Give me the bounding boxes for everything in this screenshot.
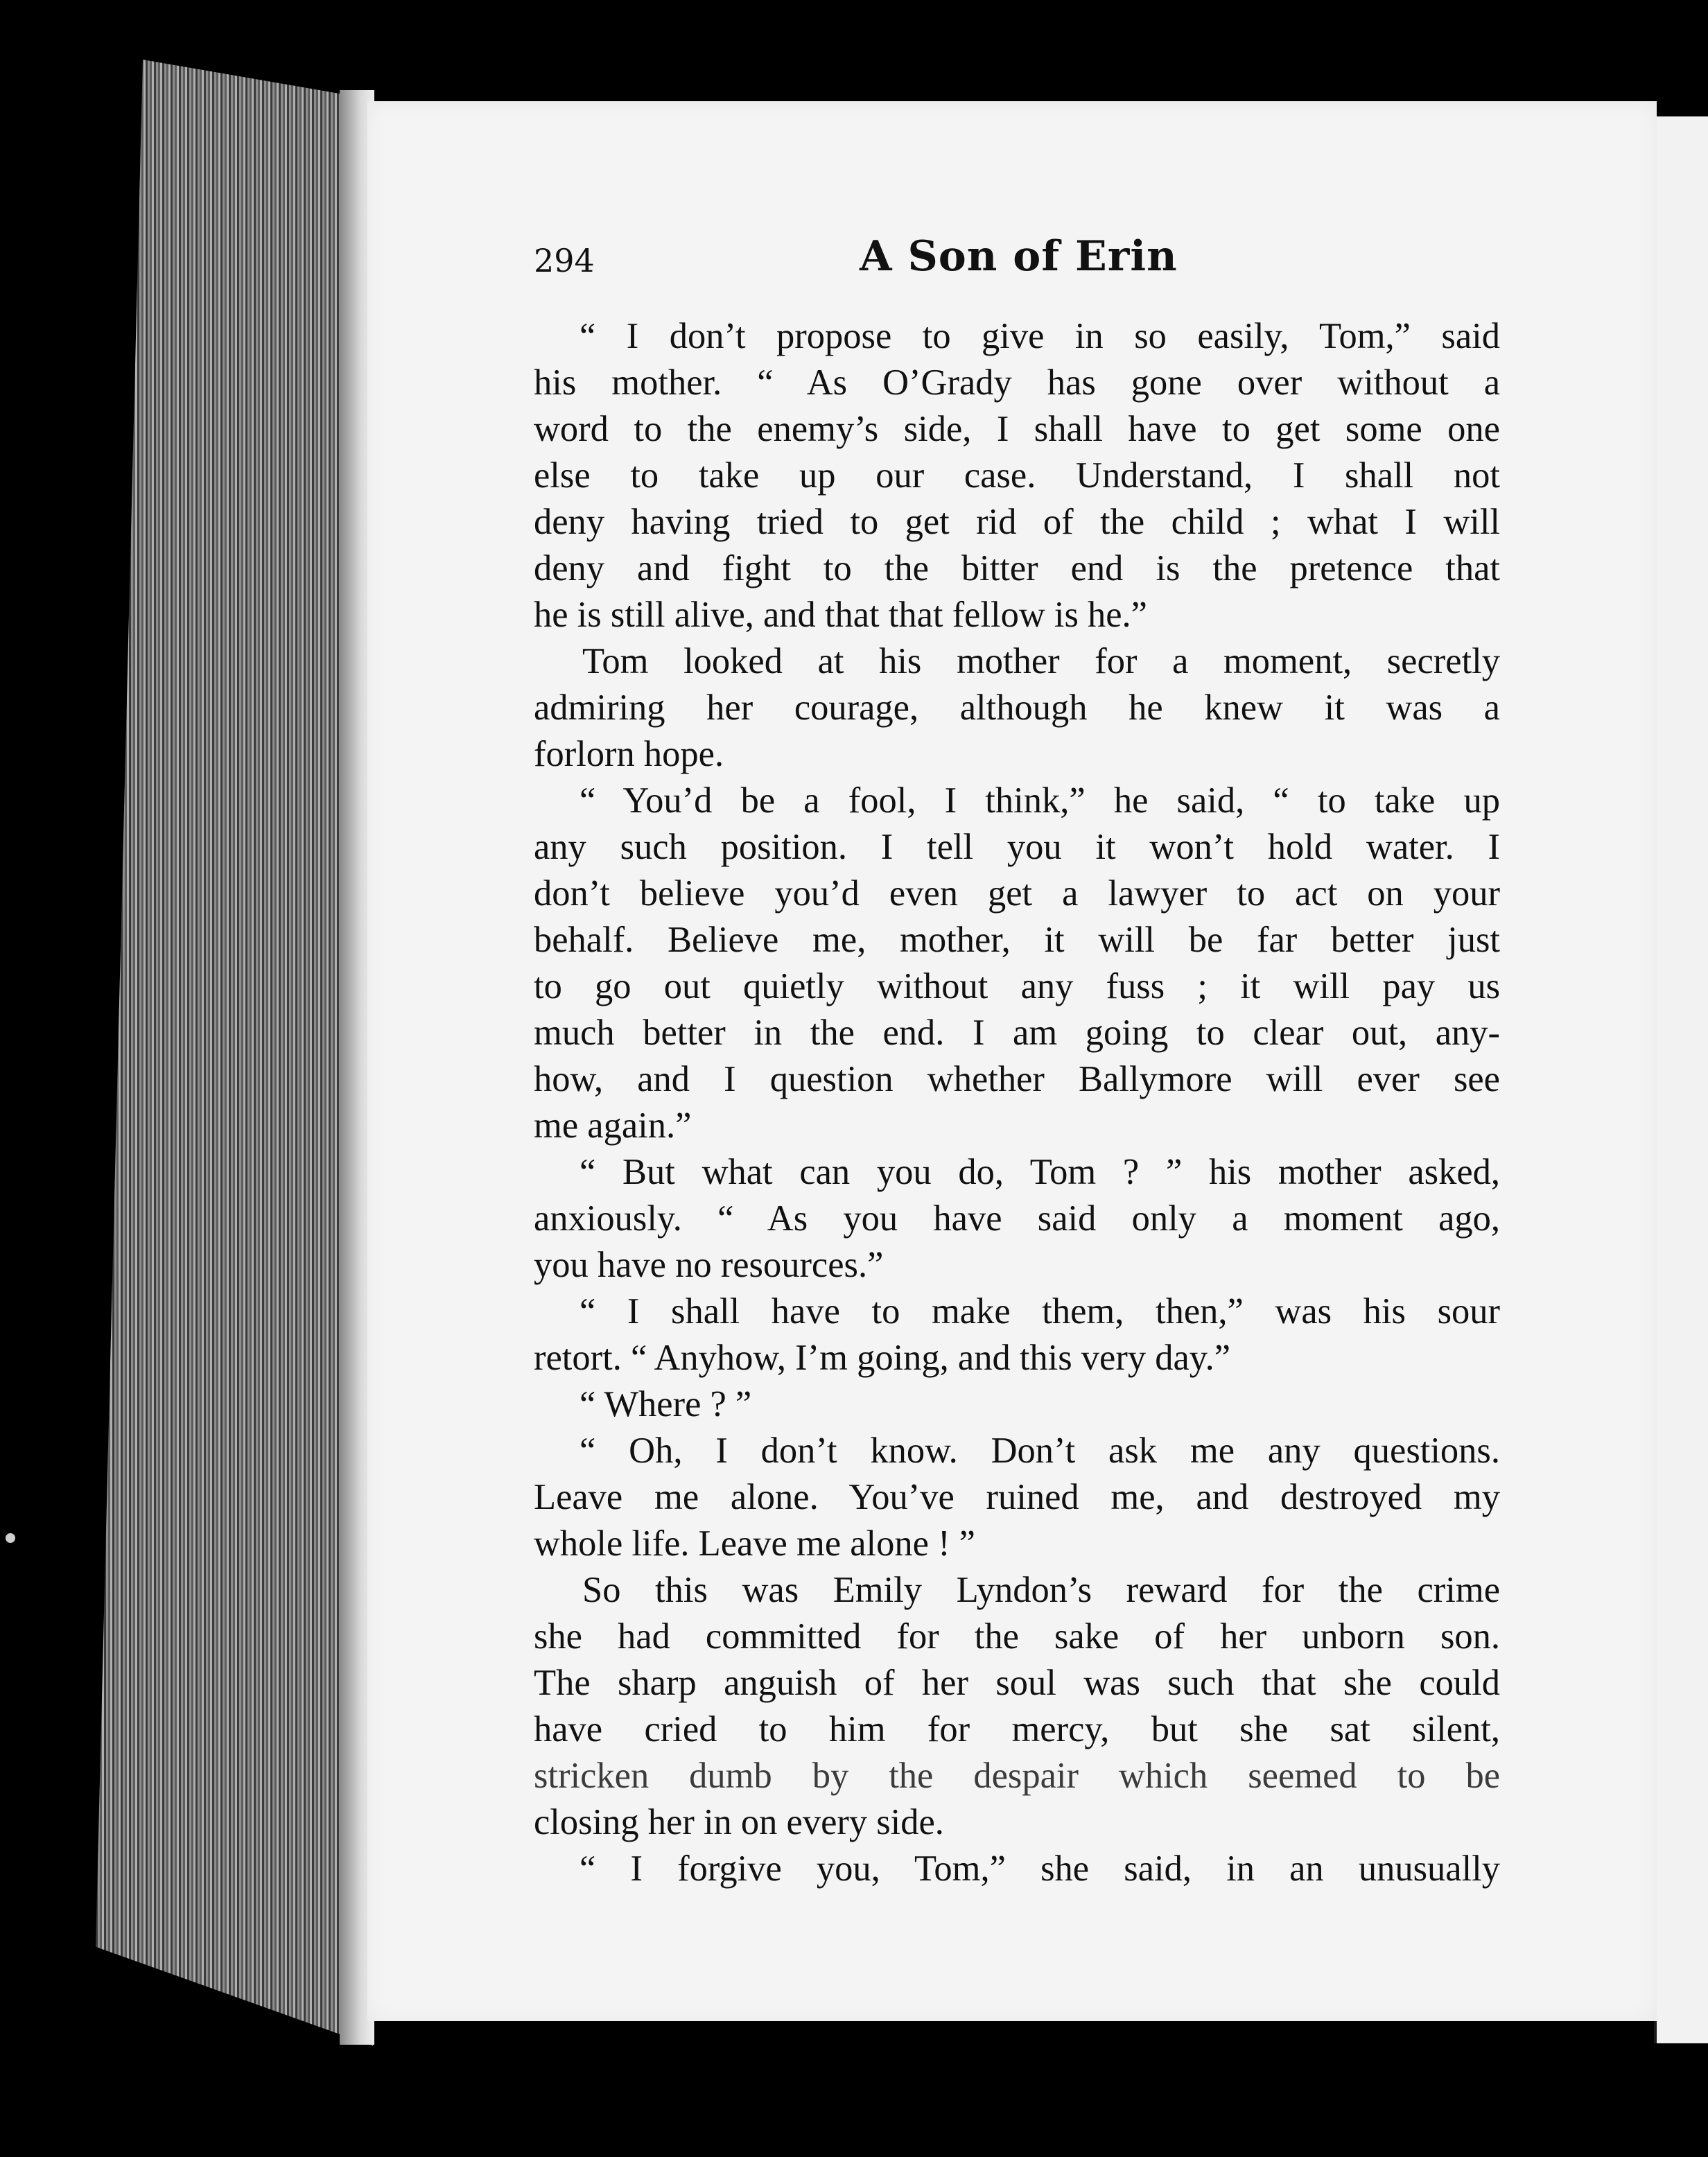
text-line: The sharp anguish of her soul was such that she could <box>534 1663 1500 1703</box>
text-line: admiring her courage, although he knew it was a <box>534 688 1500 728</box>
text-line: “ Where ? ” <box>580 1384 752 1424</box>
text-line: how, and I question whether Ballymore will ever see <box>534 1059 1500 1099</box>
text-line: “ But what can you do, Tom ? ” his mother asked, <box>580 1152 1500 1192</box>
text-line: have cried to him for mercy, but she sat silent, <box>534 1709 1500 1749</box>
dust-speck <box>6 1533 15 1543</box>
text-line: don’t believe you’d even get a lawyer to act on your <box>534 873 1500 914</box>
running-head <box>534 232 1504 295</box>
text-line: Tom looked at his mother for a moment, secretly <box>582 641 1500 681</box>
text-line: his mother. “ As O’Grady has gone over without a <box>534 363 1500 403</box>
text-line: closing her in on every side. <box>534 1802 944 1842</box>
text-line: behalf. Believe me, mother, it will be far better just <box>534 920 1500 960</box>
text-line: me again.” <box>534 1106 692 1146</box>
text-line: much better in the end. I am going to clear out, any- <box>534 1013 1500 1053</box>
text-line: retort. “ Anyhow, I’m going, and this very day.” <box>534 1338 1231 1378</box>
text-line: else to take up our case. Understand, I shall not <box>534 455 1500 496</box>
text-line: “ I forgive you, Tom,” she said, in an unusually <box>580 1849 1500 1889</box>
text-line: “ Oh, I don’t know. Don’t ask me any questions. <box>580 1431 1500 1471</box>
text-line: she had committed for the sake of her unborn son. <box>534 1616 1500 1657</box>
book-title: A Son of Erin <box>860 232 1178 281</box>
text-line: any such position. I tell you it won’t hold water. I <box>534 827 1500 867</box>
page-number: 294 <box>534 242 595 279</box>
text-line: deny having tried to get rid of the child ; what I will <box>534 502 1500 542</box>
text-line: to go out quietly without any fuss ; it will pay us <box>534 966 1500 1006</box>
text-line: “ I shall have to make them, then,” was his sour <box>580 1291 1500 1331</box>
text-line: he is still alive, and that that fellow is he.” <box>534 595 1147 635</box>
page-edges <box>96 60 373 2046</box>
text-line: stricken dumb by the despair which seemed to be <box>534 1756 1500 1796</box>
facing-page-edge <box>1654 116 1708 2043</box>
text-line: deny and fight to the bitter end is the pretence that <box>534 548 1500 588</box>
text-line: word to the enemy’s side, I shall have to get some one <box>534 409 1500 449</box>
text-line: anxiously. “ As you have said only a moment ago, <box>534 1198 1500 1239</box>
text-line: you have no resources.” <box>534 1245 884 1285</box>
text-line: So this was Emily Lyndon’s reward for the crime <box>582 1570 1500 1610</box>
text-line: forlorn hope. <box>534 734 724 774</box>
text-line: “ I don’t propose to give in so easily, Tom,” said <box>580 316 1500 356</box>
text-line: “ You’d be a fool, I think,” he said, “ to take up <box>580 780 1500 821</box>
text-line: whole life. Leave me alone ! ” <box>534 1523 975 1564</box>
text-line: Leave me alone. You’ve ruined me, and destroyed my <box>534 1477 1500 1517</box>
page-body-text <box>534 313 1500 1892</box>
